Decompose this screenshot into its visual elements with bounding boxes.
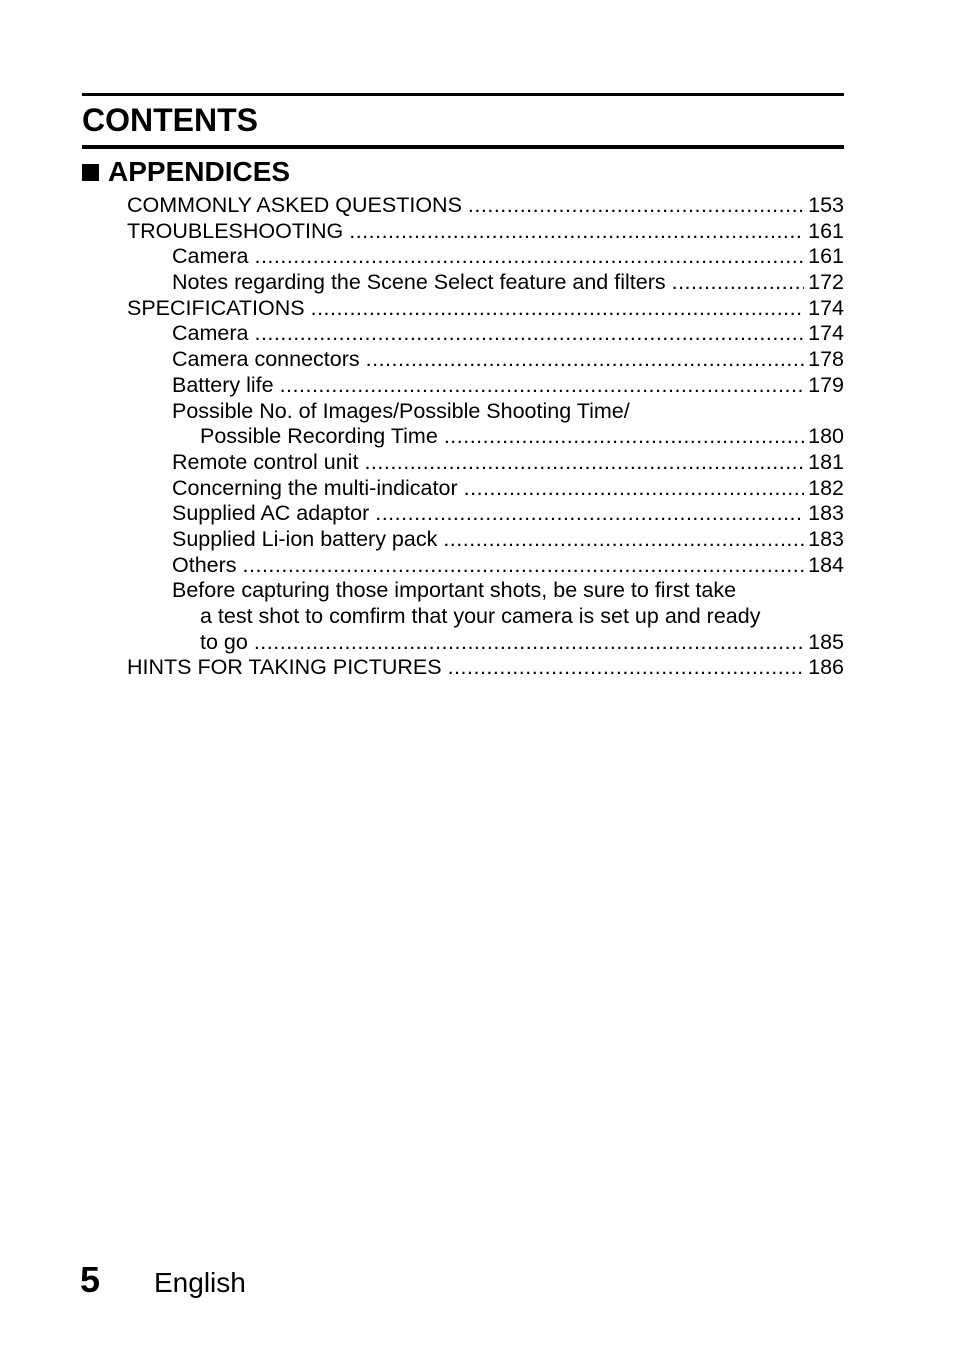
toc-entry[interactable] bbox=[127, 604, 844, 630]
toc-entry[interactable] bbox=[127, 244, 844, 270]
dot-leader bbox=[311, 296, 805, 322]
toc-entry-page: 184 bbox=[808, 552, 844, 577]
toc-entry-page: 181 bbox=[808, 449, 844, 474]
toc-entry-title: Battery life bbox=[172, 372, 274, 397]
title-underline-rule bbox=[82, 145, 844, 149]
toc-entry-page: 180 bbox=[808, 424, 844, 449]
toc-entry[interactable] bbox=[127, 553, 844, 579]
footer-language: English bbox=[154, 1267, 246, 1298]
toc-entry-page: 186 bbox=[808, 655, 844, 680]
toc-entry[interactable] bbox=[127, 450, 844, 476]
dot-leader bbox=[444, 424, 804, 450]
toc-entry-title: Notes regarding the Scene Select feature and filters bbox=[172, 270, 666, 295]
toc-entry-page: 174 bbox=[808, 295, 844, 320]
dot-leader bbox=[468, 193, 804, 219]
toc-entry-title: Before capturing those important shots, be sure to first take bbox=[172, 578, 737, 603]
toc-entry[interactable] bbox=[127, 630, 844, 656]
table-of-contents bbox=[127, 193, 844, 681]
toc-entry-title: Camera bbox=[172, 321, 249, 346]
toc-entry-title: COMMONLY ASKED QUESTIONS bbox=[127, 193, 462, 217]
toc-entry-title: Others bbox=[172, 552, 237, 577]
dot-leader bbox=[443, 527, 804, 553]
section-heading-text: APPENDICES bbox=[108, 156, 291, 187]
dot-leader bbox=[366, 347, 805, 373]
toc-entry-title: Possible Recording Time bbox=[200, 424, 438, 449]
toc-entry-title: SPECIFICATIONS bbox=[127, 295, 305, 320]
dot-leader bbox=[280, 373, 805, 399]
toc-entry-title: Camera connectors bbox=[172, 347, 360, 372]
toc-entry[interactable] bbox=[127, 296, 844, 322]
dot-leader bbox=[254, 321, 804, 347]
toc-entry-page: 174 bbox=[808, 321, 844, 346]
toc-entry-title: Supplied Li-ion battery pack bbox=[172, 526, 438, 551]
toc-entry-title: to go bbox=[200, 629, 248, 654]
toc-entry[interactable] bbox=[127, 527, 844, 553]
toc-entry[interactable] bbox=[127, 578, 844, 604]
toc-entry-title: Supplied AC adaptor bbox=[172, 501, 370, 526]
toc-entry-page: 153 bbox=[808, 193, 844, 217]
dot-leader bbox=[243, 553, 805, 579]
toc-entry[interactable] bbox=[127, 219, 844, 245]
top-rule bbox=[82, 93, 844, 96]
section-heading bbox=[82, 154, 290, 190]
dot-leader bbox=[448, 655, 805, 681]
page-number: 5 bbox=[80, 1259, 101, 1300]
toc-entry[interactable] bbox=[127, 424, 844, 450]
page-title: CONTENTS bbox=[82, 102, 258, 138]
dot-leader bbox=[364, 450, 804, 476]
toc-entry[interactable] bbox=[127, 501, 844, 527]
toc-entry-page: 161 bbox=[808, 218, 844, 243]
toc-entry-title: Remote control unit bbox=[172, 449, 359, 474]
toc-entry-page: 161 bbox=[808, 244, 844, 269]
toc-entry-page: 183 bbox=[808, 526, 844, 551]
dot-leader bbox=[464, 476, 805, 502]
filled-square-icon bbox=[82, 164, 99, 181]
toc-entry-title: Concerning the multi-indicator bbox=[172, 475, 458, 500]
toc-entry-page: 183 bbox=[808, 501, 844, 526]
dot-leader bbox=[375, 501, 804, 527]
toc-entry-title: a test shot to comfirm that your camera is set up and ready bbox=[200, 604, 761, 628]
dot-leader bbox=[254, 630, 804, 656]
toc-entry[interactable] bbox=[127, 373, 844, 399]
toc-entry[interactable] bbox=[127, 193, 844, 219]
toc-entry-title: HINTS FOR TAKING PICTURES bbox=[127, 655, 442, 680]
toc-entry-page: 182 bbox=[808, 475, 844, 500]
toc-entry-page: 172 bbox=[808, 270, 844, 295]
toc-entry[interactable] bbox=[127, 655, 844, 681]
dot-leader bbox=[349, 219, 804, 245]
toc-entry-page: 179 bbox=[808, 372, 844, 397]
toc-entry-title: Camera bbox=[172, 244, 249, 269]
toc-entry-page: 178 bbox=[808, 347, 844, 372]
toc-entry-title: Possible No. of Images/Possible Shooting Time/ bbox=[172, 398, 630, 423]
dot-leader bbox=[672, 270, 805, 296]
toc-entry[interactable] bbox=[127, 476, 844, 502]
toc-entry[interactable] bbox=[127, 270, 844, 296]
toc-entry-title: TROUBLESHOOTING bbox=[127, 218, 344, 243]
toc-entry-page: 185 bbox=[808, 629, 844, 654]
toc-entry[interactable] bbox=[127, 321, 844, 347]
dot-leader bbox=[254, 244, 804, 270]
toc-entry[interactable] bbox=[127, 347, 844, 373]
toc-entry[interactable] bbox=[127, 399, 844, 425]
